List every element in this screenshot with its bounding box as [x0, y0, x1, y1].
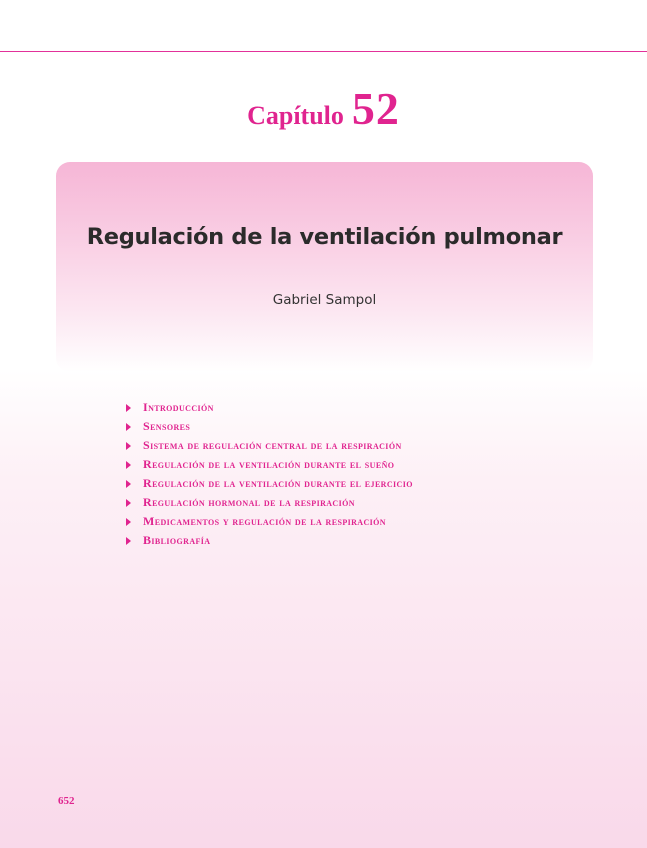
author-name: Gabriel Sampol — [272, 292, 377, 308]
toc-item-ventilacion-ejercicio[interactable] — [126, 474, 413, 493]
toc-item-introduccion[interactable] — [126, 398, 413, 417]
chapter-word: Capítulo — [247, 101, 344, 130]
toc-item-medicamentos[interactable] — [126, 512, 413, 531]
page-number: 652 — [58, 795, 75, 807]
triangle-bullet-icon — [126, 480, 131, 488]
toc-item-ventilacion-sueno[interactable] — [126, 455, 413, 474]
triangle-bullet-icon — [126, 537, 131, 545]
toc-item-bibliografia[interactable] — [126, 531, 413, 550]
toc-item-label: Sistema de regulación central de la respiración — [143, 438, 402, 452]
toc-item-label: Introducción — [143, 400, 214, 414]
toc-item-regulacion-hormonal[interactable] — [126, 493, 413, 512]
triangle-bullet-icon — [126, 518, 131, 526]
toc-item-sistema-regulacion-central[interactable] — [126, 436, 413, 455]
toc-item-label: Medicamentos y regulación de la respiración — [143, 514, 386, 528]
top-rule — [0, 51, 647, 52]
toc-item-label: Regulación de la ventilación durante el ejercicio — [143, 476, 413, 490]
triangle-bullet-icon — [126, 499, 131, 507]
toc-item-label: Regulación de la ventilación durante el sueño — [143, 457, 395, 471]
triangle-bullet-icon — [126, 442, 131, 450]
chapter-title: Regulación de la ventilación pulmonar — [86, 224, 563, 250]
table-of-contents — [126, 398, 413, 550]
chapter-heading — [0, 82, 647, 135]
triangle-bullet-icon — [126, 461, 131, 469]
triangle-bullet-icon — [126, 404, 131, 412]
toc-item-sensores[interactable] — [126, 417, 413, 436]
toc-item-label: Sensores — [143, 419, 191, 433]
title-box — [56, 162, 593, 372]
toc-item-label: Regulación hormonal de la respiración — [143, 495, 355, 509]
chapter-number: 52 — [351, 83, 400, 134]
toc-item-label: Bibliografía — [143, 533, 211, 547]
triangle-bullet-icon — [126, 423, 131, 431]
